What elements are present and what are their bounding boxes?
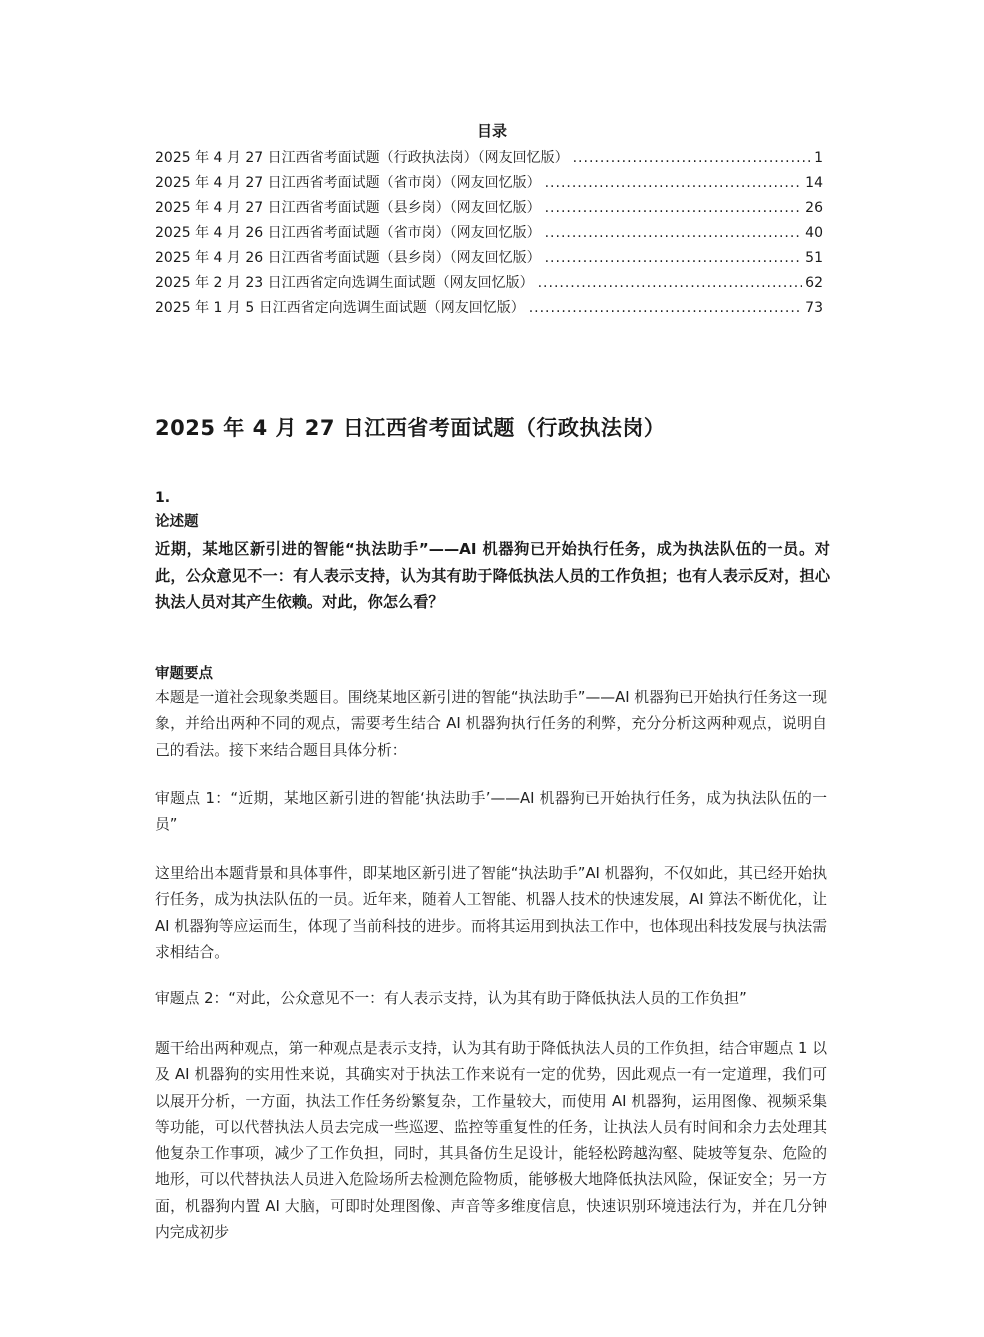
toc-entry[interactable] — [155, 171, 823, 196]
analysis-paragraph: 本题是一道社会现象类题目。围绕某地区新引进的智能“执法助手”——AI 机器狗已开始执行任务这一现象，并给出两种不同的观点，需要考生结合 AI 机器狗执行任务的利弊，充分分析这两种观点，说明自己的看法。接下来结合题目具体分析： — [155, 689, 827, 759]
toc-entry[interactable] — [155, 271, 823, 296]
toc-entry-text: 2025 年 4 月 27 日江西省考面试题（县乡岗）（网友回忆版） — [155, 200, 541, 216]
question-type: 论述题 — [155, 514, 199, 530]
analysis-paragraph: 这里给出本题背景和具体事件，即某地区新引进了智能“执法助手”AI 机器狗，不仅如此，其已经开始执行任务，成为执法队伍的一员。近年来，随着人工智能、机器人技术的快速发展，AI 算法不断优化，让 AI 机器狗等应运而生，体现了当前科技的进步。而将其运用到执法工作中，也体现出科技发展与执法需求相结合。 — [155, 865, 827, 961]
analysis-heading: 审题要点 — [155, 666, 213, 682]
toc-entry[interactable] — [155, 196, 823, 221]
analysis-point-2: 审题点 2：“对此，公众意见不一：有人表示支持，认为其有助于降低执法人员的工作负担” — [155, 990, 747, 1007]
toc-dot-leader — [538, 271, 803, 296]
table-of-contents — [155, 146, 823, 321]
toc-entry-page: 14 — [805, 175, 823, 191]
section-title: 2025 年 4 月 27 日江西省考面试题（行政执法岗） — [155, 416, 666, 440]
toc-entry-text: 2025 年 1 月 5 日江西省定向选调生面试题（网友回忆版） — [155, 300, 525, 316]
toc-dot-leader — [545, 246, 803, 271]
toc-dot-leader — [573, 146, 811, 171]
toc-entry[interactable] — [155, 246, 823, 271]
question-stem: 近期，某地区新引进的智能“执法助手”——AI 机器狗已开始执行任务，成为执法队伍的一员。对此，公众意见不一：有人表示支持，认为其有助于降低执法人员的工作负担；也有人表示反对，担心执法人员对其产生依赖。对此，你怎么看？ — [155, 540, 830, 611]
toc-dot-leader — [545, 171, 803, 196]
toc-dot-leader — [545, 196, 803, 221]
analysis-paragraph: 题干给出两种观点，第一种观点是表示支持，认为其有助于降低执法人员的工作负担，结合审题点 1 以及 AI 机器狗的实用性来说，其确实对于执法工作来说有一定的优势，因此观点一有一定道理，我们可以展开分析，一方面，执法工作任务纷繁复杂，工作量较大，而使用 AI 机器狗，运用图像、视频采集等功能，可以代替执法人员去完成一些巡逻、监控等重复性的任务，让执法人员有时间和余力去处理其他复杂工作事项，减少了工作负担，同时，其具备仿生足设计，能轻松跨越沟壑、陡坡等复杂、危险的地形，可以代替执法人员进入危险场所去检测危险物质，能够极大地降低执法风险，保证安全；另一方面，机器狗内置 AI 大脑，可即时处理图像、声音等多维度信息，快速识别环境违法行为，并在几分钟内完成初步 — [155, 1040, 827, 1242]
toc-entry[interactable] — [155, 296, 823, 321]
toc-entry-page: 51 — [805, 250, 823, 266]
toc-dot-leader — [545, 221, 803, 246]
analysis-point-1: 审题点 1：“近期，某地区新引进的智能‘执法助手’——AI 机器狗已开始执行任务，成为执法队伍的一员” — [155, 790, 827, 834]
toc-entry-page: 62 — [805, 275, 823, 291]
question-number: 1. — [155, 490, 171, 506]
toc-entry[interactable] — [155, 221, 823, 246]
toc-entry-page: 1 — [814, 150, 823, 166]
toc-entry-text: 2025 年 4 月 27 日江西省考面试题（省市岗）（网友回忆版） — [155, 175, 541, 191]
toc-entry-text: 2025 年 2 月 23 日江西省定向选调生面试题（网友回忆版） — [155, 275, 534, 291]
toc-entry-text: 2025 年 4 月 26 日江西省考面试题（省市岗）（网友回忆版） — [155, 225, 541, 241]
toc-entry[interactable] — [155, 146, 823, 171]
toc-entry-page: 73 — [805, 300, 823, 316]
toc-entry-text: 2025 年 4 月 26 日江西省考面试题（县乡岗）（网友回忆版） — [155, 250, 541, 266]
toc-entry-page: 26 — [805, 200, 823, 216]
toc-entry-text: 2025 年 4 月 27 日江西省考面试题（行政执法岗）（网友回忆版） — [155, 150, 569, 166]
toc-entry-page: 40 — [805, 225, 823, 241]
toc-title: 目录 — [476, 122, 507, 140]
toc-dot-leader — [529, 296, 802, 321]
